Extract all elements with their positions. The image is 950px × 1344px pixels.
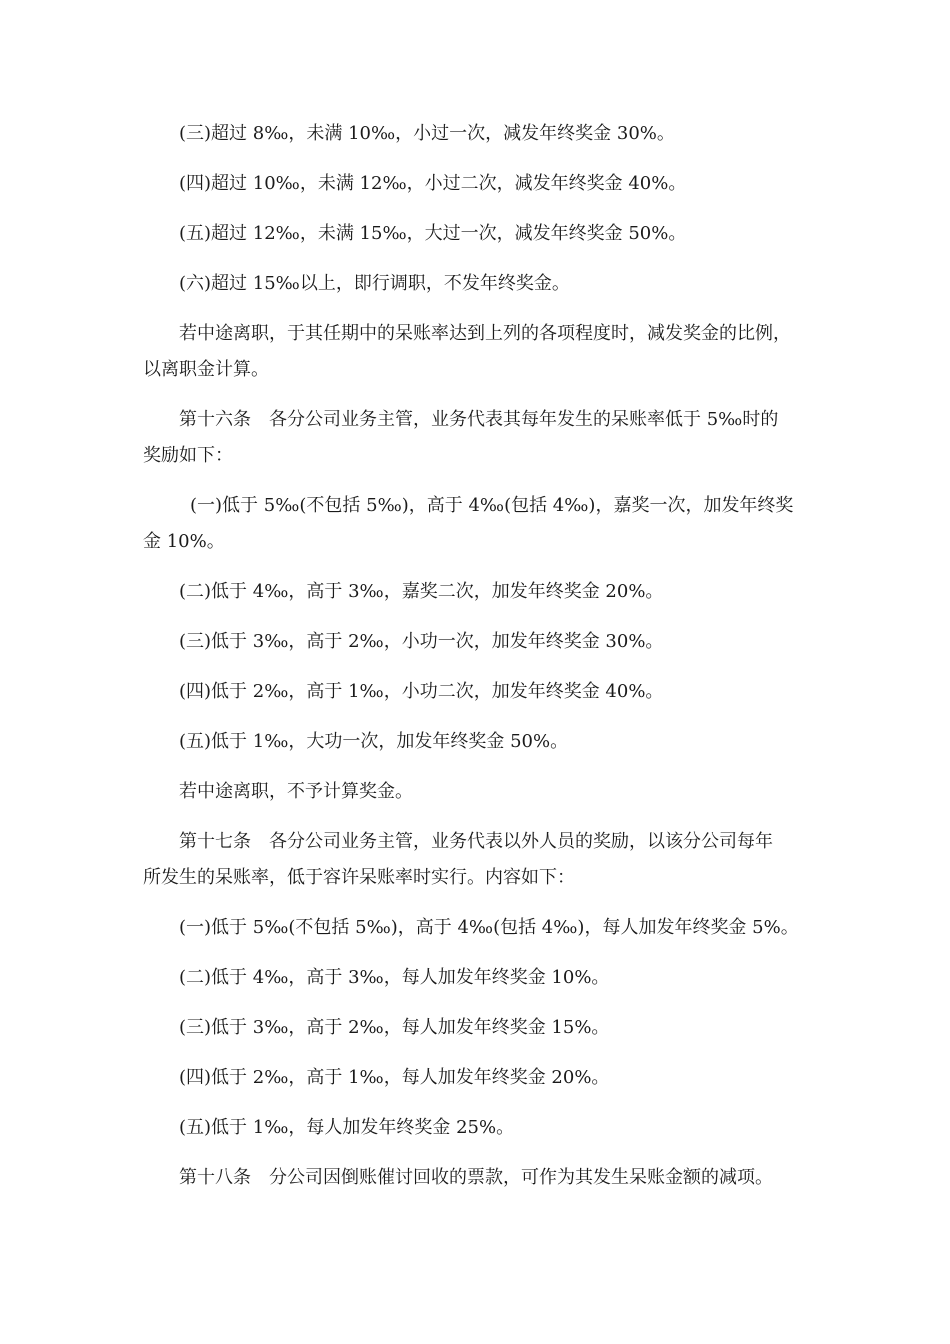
paragraph-line: (五)低于 1‰，每人加发年终奖金 25%。	[179, 1117, 515, 1138]
paragraph-line: (二)低于 4‰，高于 3‰，每人加发年终奖金 10%。	[179, 967, 610, 988]
paragraph-line: (一)低于 5‰(不包括 5‰)，高于 4‰(包括 4‰)，每人加发年终奖金 5%。	[179, 917, 799, 938]
paragraph-line: (四)低于 2‰，高于 1‰，小功二次，加发年终奖金 40%。	[179, 681, 664, 702]
paragraph-line: 所发生的呆账率，低于容许呆账率时实行。内容如下：	[143, 867, 575, 888]
paragraph-line: 以离职金计算。	[143, 359, 269, 380]
article-heading-line: 第十八条 分公司因倒账催讨回收的票款，可作为其发生呆账金额的减项。	[179, 1167, 773, 1188]
paragraph-line: 若中途离职，于其任期中的呆账率达到上列的各项程度时，减发奖金的比例，	[179, 323, 791, 344]
paragraph-line: 金 10%。	[143, 531, 225, 552]
paragraph-line: (四)低于 2‰，高于 1‰，每人加发年终奖金 20%。	[179, 1067, 610, 1088]
paragraph-line: (二)低于 4‰，高于 3‰，嘉奖二次，加发年终奖金 20%。	[179, 581, 664, 602]
paragraph-line: (六)超过 15‰以上，即行调职，不发年终奖金。	[179, 273, 570, 294]
paragraph-line: (五)超过 12‰，未满 15‰，大过一次，减发年终奖金 50%。	[179, 223, 687, 244]
paragraph-line: (三)超过 8‰，未满 10‰，小过一次，减发年终奖金 30%。	[179, 123, 675, 144]
paragraph-line: (五)低于 1‰，大功一次，加发年终奖金 50%。	[179, 731, 569, 752]
article-heading-line: 第十七条 各分公司业务主管，业务代表以外人员的奖励，以该分公司每年	[179, 831, 773, 852]
paragraph-line: 奖励如下：	[143, 445, 233, 466]
paragraph-line: (四)超过 10‰，未满 12‰，小过二次，减发年终奖金 40%。	[179, 173, 687, 194]
paragraph-line: (三)低于 3‰，高于 2‰，小功一次，加发年终奖金 30%。	[179, 631, 664, 652]
paragraph-line: (一)低于 5‰(不包括 5‰)，高于 4‰(包括 4‰)，嘉奖一次，加发年终奖	[190, 495, 794, 516]
paragraph-line: 若中途离职，不予计算奖金。	[179, 781, 413, 802]
article-heading-line: 第十六条 各分公司业务主管，业务代表其每年发生的呆账率低于 5‰时的	[179, 409, 779, 430]
paragraph-line: (三)低于 3‰，高于 2‰，每人加发年终奖金 15%。	[179, 1017, 610, 1038]
